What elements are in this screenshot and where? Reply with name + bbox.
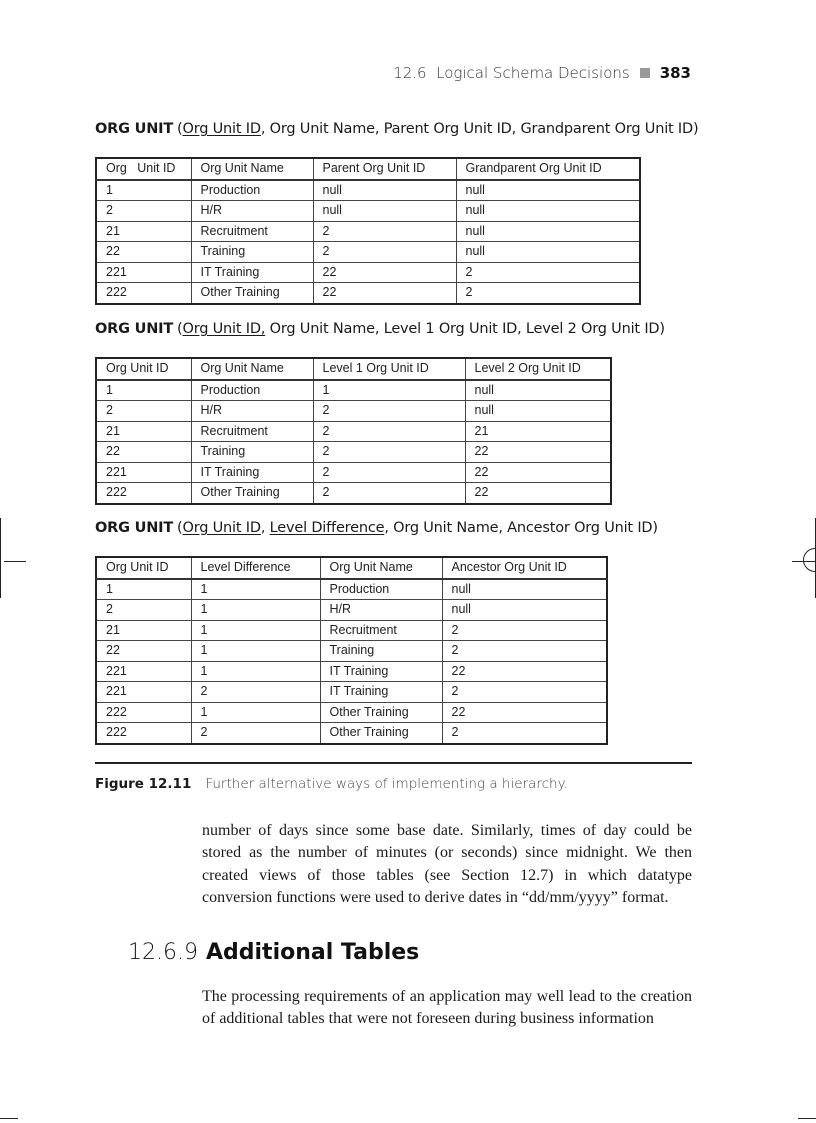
table-cell: IT Training	[320, 661, 442, 682]
table-cell: 221	[96, 661, 191, 682]
table-cell: 1	[191, 600, 320, 621]
table-row	[96, 661, 607, 682]
table-row	[96, 600, 607, 621]
table-cell: H/R	[191, 401, 313, 422]
table-row	[96, 641, 607, 662]
table-cell: 2	[313, 221, 456, 242]
section-number: 12.6.9	[128, 940, 198, 965]
table-cell: 22	[96, 242, 191, 263]
table-cell: 21	[96, 421, 191, 442]
table-row	[96, 242, 640, 263]
table-cell: null	[313, 201, 456, 222]
table-cell: null	[465, 401, 611, 422]
crop-mark-bottom-right	[798, 1118, 816, 1119]
table-row	[96, 380, 611, 401]
table-cell: 1	[191, 641, 320, 662]
running-header-section: 12.6 Logical Schema Decisions	[393, 64, 630, 82]
table-cell: 2	[313, 483, 465, 504]
table-cell: 22	[96, 442, 191, 463]
table-cell: 1	[191, 661, 320, 682]
table-cell: Other Training	[320, 723, 442, 744]
table-cell: 2	[96, 600, 191, 621]
table-cell: 22	[313, 262, 456, 283]
table-cell: 22	[465, 462, 611, 483]
column-header: Level 1 Org Unit ID	[313, 358, 465, 380]
crop-mark-left-tick	[4, 561, 26, 562]
table-header-row	[96, 158, 640, 180]
table-cell: 221	[96, 262, 191, 283]
table-cell: 2	[191, 723, 320, 744]
table-cell: 2	[313, 242, 456, 263]
table-row	[96, 682, 607, 703]
figure-caption-text: Further alternative ways of implementing a hierarchy.	[205, 776, 568, 792]
table-cell: H/R	[320, 600, 442, 621]
table-row	[96, 723, 607, 744]
table-cell: 1	[313, 380, 465, 401]
table-cell: null	[313, 180, 456, 201]
table-cell: 2	[313, 442, 465, 463]
table-cell: Production	[191, 380, 313, 401]
table-cell: IT Training	[191, 262, 313, 283]
schema-line-2	[95, 321, 665, 337]
table-row	[96, 283, 640, 304]
table-row	[96, 702, 607, 723]
table-cell: Training	[191, 242, 313, 263]
figure-label: Figure 12.11	[95, 776, 192, 792]
table-cell: Recruitment	[320, 620, 442, 641]
registration-circle-icon	[803, 548, 816, 572]
table-cell: 21	[96, 620, 191, 641]
table-cell: Recruitment	[191, 421, 313, 442]
table-cell: IT Training	[191, 462, 313, 483]
table-cell: 222	[96, 283, 191, 304]
table-cell: 22	[465, 483, 611, 504]
table-cell: 2	[96, 401, 191, 422]
column-header: Org Unit ID	[96, 358, 191, 380]
table-cell: null	[456, 221, 640, 242]
schema-entity: ORG UNIT	[95, 520, 174, 536]
schema-attributes: Org Unit Name, Level 1 Org Unit ID, Level 2 Org Unit ID)	[265, 321, 665, 337]
table-row	[96, 620, 607, 641]
table-cell: 221	[96, 682, 191, 703]
schema-entity: ORG UNIT	[95, 121, 174, 137]
table-row	[96, 442, 611, 463]
column-header: Level Difference	[191, 557, 320, 579]
column-header: Grandparent Org Unit ID	[456, 158, 640, 180]
section-heading	[128, 940, 419, 965]
table-cell: null	[456, 201, 640, 222]
table-cell: Training	[320, 641, 442, 662]
schema-open: (	[177, 121, 183, 137]
schema-key: Org Unit ID	[182, 520, 261, 536]
table-cell: Production	[320, 579, 442, 600]
table-cell: 1	[96, 380, 191, 401]
table-row	[96, 462, 611, 483]
column-header: Org Unit ID	[96, 557, 191, 579]
schema-key-2: Level Difference	[269, 520, 385, 536]
section-title: Additional Tables	[205, 940, 420, 965]
table-cell: 22	[442, 702, 607, 723]
table-cell: null	[465, 380, 611, 401]
column-header: Ancestor Org Unit ID	[442, 557, 607, 579]
table-cell: 1	[96, 579, 191, 600]
crop-mark-left	[0, 518, 1, 598]
table-cell: Recruitment	[191, 221, 313, 242]
table-cell: 2	[442, 682, 607, 703]
table-cell: H/R	[191, 201, 313, 222]
table-cell: 21	[96, 221, 191, 242]
schema-line-3	[95, 520, 658, 536]
table-cell: 2	[313, 462, 465, 483]
table-row	[96, 421, 611, 442]
table-cell: 22	[442, 661, 607, 682]
schema-entity: ORG UNIT	[95, 321, 174, 337]
schema-key: Org Unit ID	[182, 121, 261, 137]
table-row	[96, 221, 640, 242]
table-cell: null	[456, 242, 640, 263]
column-header: Parent Org Unit ID	[313, 158, 456, 180]
table-cell: Other Training	[320, 702, 442, 723]
table-row	[96, 262, 640, 283]
body-paragraph-1: number of days since some base date. Similarly, times of day could be stored as the number of minutes (or seconds) since midnight. We then created views of those tables (see Section 12.7) in which datatype conversion functions were used to derive dates in “dd/mm/yyyy” format.	[202, 822, 692, 906]
table-cell: 2	[442, 641, 607, 662]
table-cell: 22	[96, 641, 191, 662]
column-header: Org Unit ID	[96, 158, 191, 180]
table-cell: 1	[96, 180, 191, 201]
table-cell: 22	[313, 283, 456, 304]
table-cell: 2	[442, 620, 607, 641]
table-row	[96, 483, 611, 504]
table-cell: 21	[465, 421, 611, 442]
schema-attributes: , Org Unit Name, Parent Org Unit ID, Grandparent Org Unit ID)	[260, 121, 699, 137]
table-cell: Production	[191, 180, 313, 201]
table-cell: Training	[191, 442, 313, 463]
table-cell: null	[442, 579, 607, 600]
org-unit-table-levels	[95, 357, 612, 505]
square-bullet-icon	[640, 68, 650, 78]
org-unit-table-ancestor	[95, 556, 608, 745]
schema-line-1	[95, 121, 698, 137]
table-cell: 22	[465, 442, 611, 463]
table-cell: 2	[191, 682, 320, 703]
schema-separator: ,	[260, 520, 270, 536]
org-unit-table-parent-grandparent	[95, 157, 641, 305]
table-row	[96, 180, 640, 201]
table-cell: Other Training	[191, 483, 313, 504]
table-cell: 222	[96, 723, 191, 744]
schema-open: (	[177, 321, 183, 337]
table-header-row	[96, 557, 607, 579]
page-number: 383	[659, 64, 691, 82]
table-row	[96, 401, 611, 422]
table-cell: 1	[191, 620, 320, 641]
schema-attributes: , Org Unit Name, Ancestor Org Unit ID)	[384, 520, 658, 536]
table-cell: null	[442, 600, 607, 621]
column-header: Org Unit Name	[191, 358, 313, 380]
column-header: Org Unit Name	[191, 158, 313, 180]
schema-key: Org Unit ID,	[182, 321, 266, 337]
table-cell: 1	[191, 579, 320, 600]
table-cell: null	[456, 180, 640, 201]
table-cell: 2	[442, 723, 607, 744]
table-cell: 222	[96, 702, 191, 723]
running-header	[393, 64, 691, 82]
schema-open: (	[177, 520, 183, 536]
table-cell: 2	[96, 201, 191, 222]
column-header: Org Unit Name	[320, 557, 442, 579]
caption-rule	[95, 762, 692, 764]
table-cell: 1	[191, 702, 320, 723]
table-cell: 2	[456, 262, 640, 283]
crop-mark-bottom-left	[0, 1118, 18, 1119]
body-paragraph-2: The processing requirements of an application may well lead to the creation of additional tables that were not foreseen during business information	[202, 988, 692, 1028]
figure-caption	[95, 776, 568, 792]
table-cell: 222	[96, 483, 191, 504]
table-row	[96, 579, 607, 600]
table-cell: IT Training	[320, 682, 442, 703]
table-row	[96, 201, 640, 222]
table-header-row	[96, 358, 611, 380]
column-header: Level 2 Org Unit ID	[465, 358, 611, 380]
table-cell: Other Training	[191, 283, 313, 304]
table-cell: 221	[96, 462, 191, 483]
table-cell: 2	[456, 283, 640, 304]
table-cell: 2	[313, 421, 465, 442]
table-cell: 2	[313, 401, 465, 422]
